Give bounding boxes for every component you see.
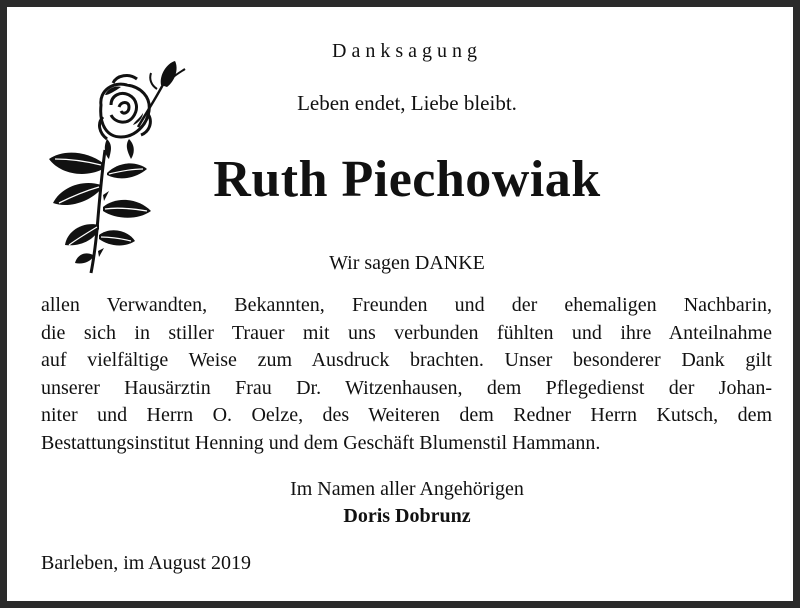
signer-name: Doris Dobrunz: [343, 505, 471, 527]
thank-you-text-line: unserer Hausärztin Frau Dr. Witzenhausen, dem Pflegedienst der Johan-: [41, 376, 772, 399]
thank-you-text-line: niter und Herrn O. Oelze, des Weiteren dem Redner Herrn Kutsch, dem: [41, 404, 772, 426]
deceased-name: Ruth Piechowiak: [213, 151, 601, 208]
thank-you-text: [41, 292, 772, 457]
thank-you-text-line: Bestattungsinstitut Henning und dem Geschäft Blumenstil Hammann.: [41, 431, 601, 454]
thank-you-text-line: allen Verwandten, Bekannten, Freunden und der ehemaligen Nachbarin,: [41, 294, 772, 316]
signoff-line: Im Namen aller Angehörigen: [290, 478, 524, 500]
thank-you-text-line: die sich in stiller Trauer mit uns verbunden fühlten und ihre Anteilnahme: [41, 321, 772, 344]
thank-you-text-line: auf vielfältige Weise zum Ausdruck brachten. Unser besonderer Dank gilt: [41, 349, 772, 371]
thanks-line: Wir sagen DANKE: [329, 252, 485, 274]
place-and-date: Barleben, im August 2019: [41, 552, 251, 574]
notice-motto: Leben endet, Liebe bleibt.: [297, 91, 517, 115]
notice-heading: Danksagung: [332, 40, 482, 62]
